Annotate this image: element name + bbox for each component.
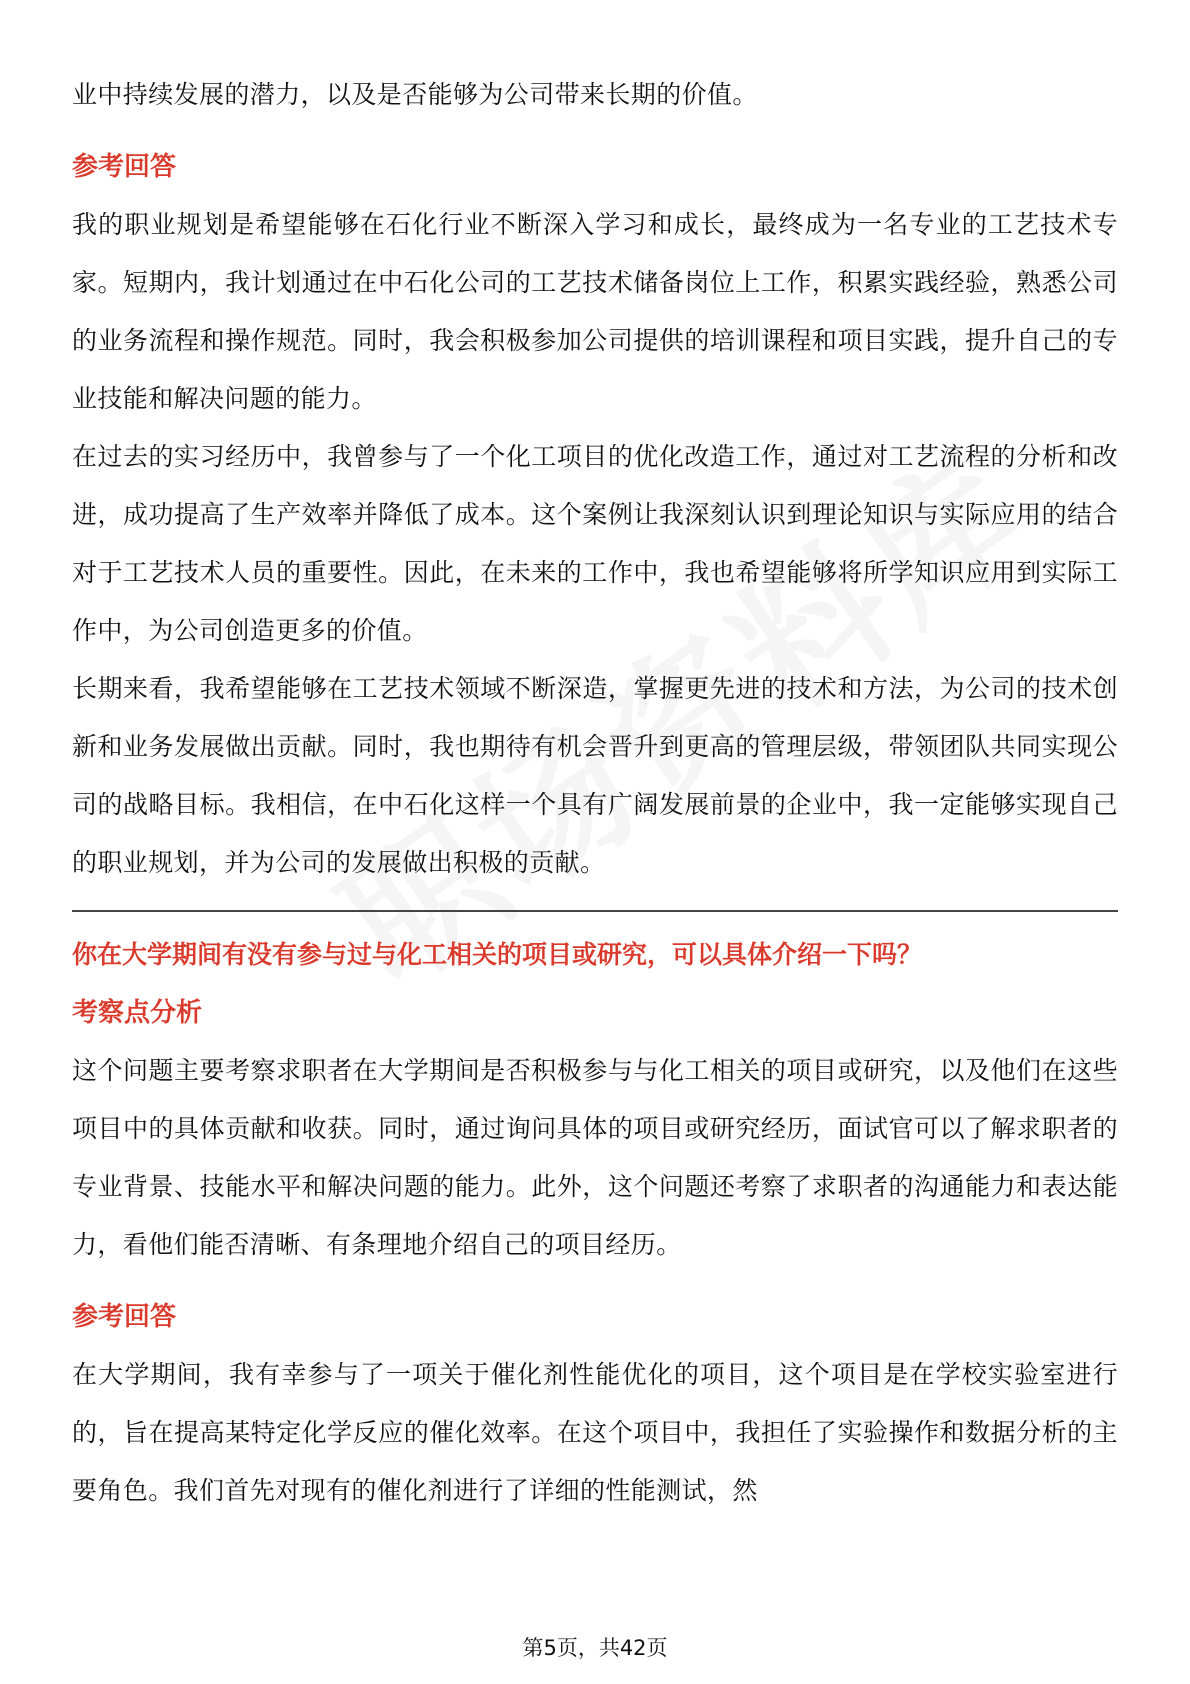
question-heading: 你在大学期间有没有参与过与化工相关的项目或研究，可以具体介绍一下吗？ [72, 940, 923, 969]
answer-paragraph: 我的职业规划是希望能够在石化行业不断深入学习和成长，最终成为一名专业的工艺技术专家。短期内，我计划通过在中石化公司的工艺技术储备岗位上工作，积累实践经验，熟悉公司的业务流程和操作规范。同时，我会积极参加公司提供的培训课程和项目实践，提升自己的专业技能和解决问题的能力。 [72, 210, 1118, 413]
analysis-label: 考察点分析 [72, 998, 203, 1028]
answer-label: 参考回答 [72, 1302, 177, 1332]
section-divider [72, 910, 1118, 912]
answer-label: 参考回答 [72, 152, 177, 182]
page-number: 第5页，共42页 [522, 1636, 668, 1660]
answer-paragraph: 在过去的实习经历中，我曾参与了一个化工项目的优化改造工作，通过对工艺流程的分析和改进，成功提高了生产效率并降低了成本。这个案例让我深刻认识到理论知识与实际应用的结合对于工艺技术人员的重要性。因此，在未来的工作中，我也希望能够将所学知识应用到实际工作中，为公司创造更多的价值。 [72, 442, 1118, 645]
analysis-paragraph: 这个问题主要考察求职者在大学期间是否积极参与与化工相关的项目或研究，以及他们在这些项目中的具体贡献和收获。同时，通过询问具体的项目或研究经历，面试官可以了解求职者的专业背景、技能水平和解决问题的能力。此外，这个问题还考察了求职者的沟通能力和表达能力，看他们能否清晰、有条理地介绍自己的项目经历。 [72, 1056, 1118, 1259]
answer-paragraph: 在大学期间，我有幸参与了一项关于催化剂性能优化的项目，这个项目是在学校实验室进行的，旨在提高某特定化学反应的催化效率。在这个项目中，我担任了实验操作和数据分析的主要角色。我们首先对现有的催化剂进行了详细的性能测试，然 [72, 1360, 1118, 1505]
answer-paragraph: 长期来看，我希望能够在工艺技术领域不断深造，掌握更先进的技术和方法，为公司的技术创新和业务发展做出贡献。同时，我也期待有机会晋升到更高的管理层级，带领团队共同实现公司的战略目标。我相信，在中石化这样一个具有广阔发展前景的企业中，我一定能够实现自己的职业规划，并为公司的发展做出积极的贡献。 [72, 674, 1118, 877]
continuation-paragraph: 业中持续发展的潜力，以及是否能够为公司带来长期的价值。 [72, 80, 758, 109]
document-page [72, 66, 1118, 1520]
